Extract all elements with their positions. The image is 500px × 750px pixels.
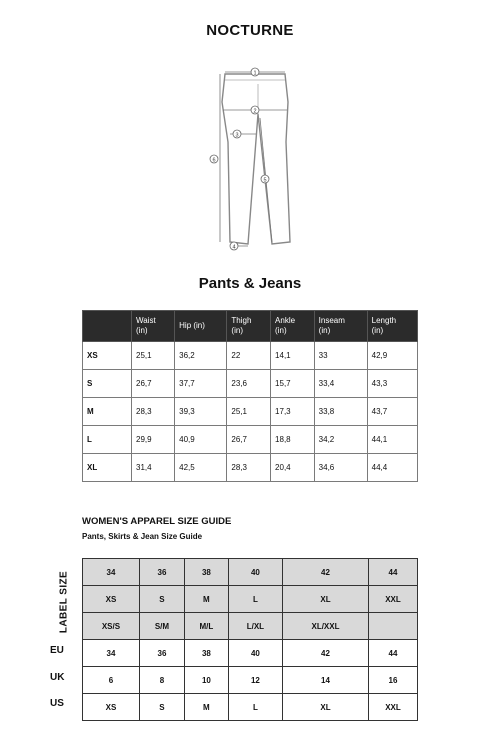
marker-1-icon <box>251 68 259 77</box>
header-hip: Hip (in) <box>175 311 227 342</box>
svg-text:6: 6 <box>212 157 216 164</box>
size-guide-table <box>82 558 418 721</box>
brand-logo: NOCTURNE <box>206 22 294 39</box>
marker-4-icon <box>230 242 238 251</box>
size-guide-subtitle: Pants, Skirts & Jean Size Guide <box>82 532 203 541</box>
svg-text:4: 4 <box>232 244 236 251</box>
pants-table-header <box>83 311 418 342</box>
marker-6-icon <box>210 155 218 164</box>
region-label-us: US <box>50 698 64 709</box>
region-row-uk: 6 8 10 12 14 16 <box>83 667 418 694</box>
marker-5-icon <box>261 175 269 184</box>
label-row-combined: XS/S S/M M/L L/XL XL/XXL <box>83 613 418 640</box>
table-row: M 28,3 39,3 25,1 17,3 33,8 43,7 <box>83 398 418 426</box>
label-size-caption: LABEL SIZE <box>58 570 70 634</box>
size-guide-title: WOMEN'S APPAREL SIZE GUIDE <box>82 516 232 527</box>
marker-3-icon <box>233 130 241 139</box>
table-row: XL 31,4 42,5 28,3 20,4 34,6 44,4 <box>83 454 418 482</box>
marker-2-icon <box>251 106 259 115</box>
table-row: L 29,9 40,9 26,7 18,8 34,2 44,1 <box>83 426 418 454</box>
svg-text:5: 5 <box>263 177 267 184</box>
label-row-letter: XS S M L XL XXL <box>83 586 418 613</box>
svg-text:2: 2 <box>253 108 257 115</box>
pants-section-title: Pants & Jeans <box>198 275 302 292</box>
header-waist: Waist (in) <box>132 311 175 342</box>
table-row: S 26,7 37,7 23,6 15,7 33,4 43,3 <box>83 370 418 398</box>
region-label-eu: EU <box>50 645 64 656</box>
svg-text:3: 3 <box>235 132 239 139</box>
region-row-us: XS S M L XL XXL <box>83 694 418 721</box>
pants-measurement-diagram <box>190 62 310 252</box>
header-length: Length (in) <box>367 311 417 342</box>
table-row: XS 25,1 36,2 22 14,1 33 42,9 <box>83 342 418 370</box>
svg-text:1: 1 <box>253 70 257 77</box>
header-thigh: Thigh (in) <box>227 311 271 342</box>
region-row-eu: 34 36 38 40 42 44 <box>83 640 418 667</box>
label-row-numeric: 34 36 38 40 42 44 <box>83 559 418 586</box>
header-size <box>83 311 132 342</box>
header-ankle: Ankle (in) <box>271 311 315 342</box>
pants-size-table <box>82 310 418 482</box>
header-inseam: Inseam (in) <box>314 311 367 342</box>
pants-outline <box>222 74 290 244</box>
region-label-uk: UK <box>50 672 65 683</box>
